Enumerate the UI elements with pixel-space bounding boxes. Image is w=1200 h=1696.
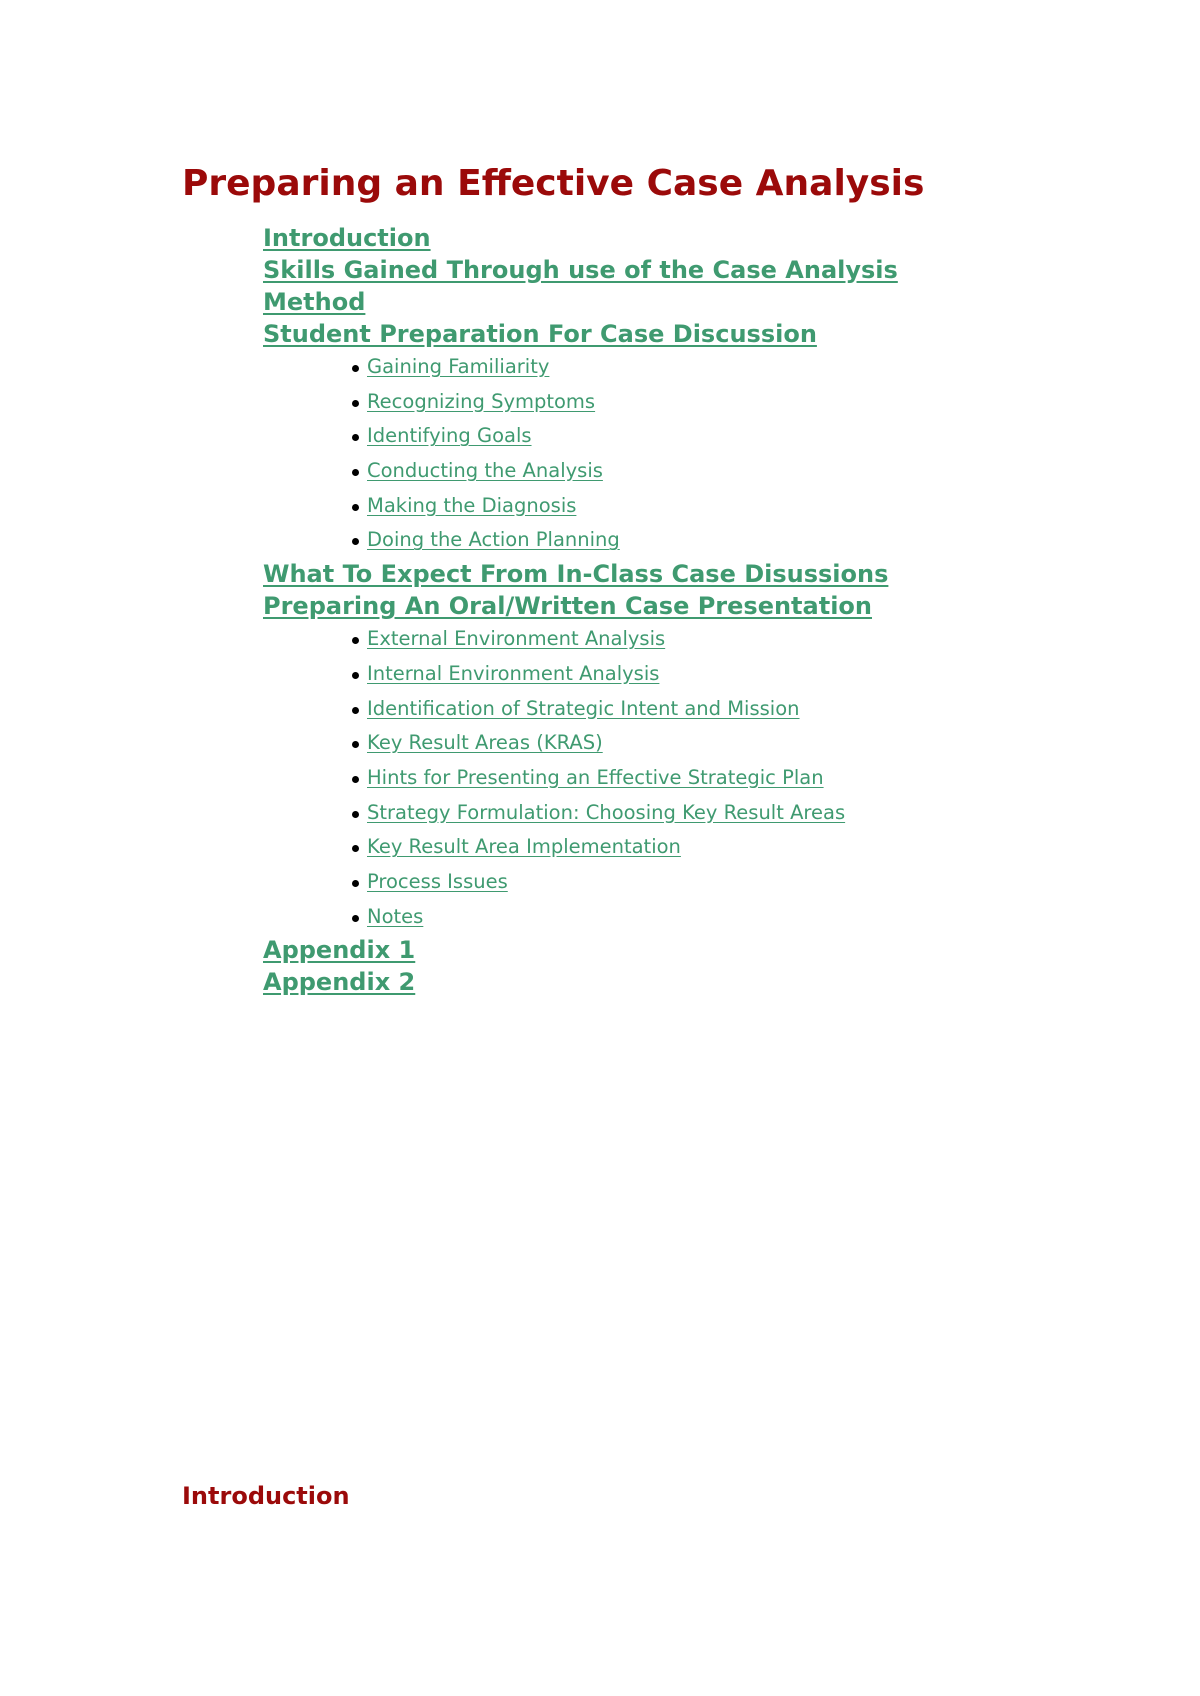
- bullet-icon: [352, 880, 359, 887]
- toc-link-appendix-1[interactable]: Appendix 1: [263, 936, 416, 965]
- toc-sublink-presenting-hints[interactable]: Hints for Presenting an Effective Strategic Plan: [367, 765, 824, 789]
- toc-sublink-external-environment[interactable]: External Environment Analysis: [367, 627, 666, 651]
- toc-sublink-identifying-goals[interactable]: Identifying Goals: [367, 424, 532, 448]
- toc-sublink-kra-implementation[interactable]: Key Result Area Implementation: [367, 835, 681, 859]
- toc-sublink-conducting-analysis[interactable]: Conducting the Analysis: [367, 459, 603, 483]
- bullet-icon: [352, 504, 359, 511]
- toc-subitem: [367, 622, 983, 657]
- bullet-icon: [352, 915, 359, 922]
- toc-subitem: [367, 523, 983, 558]
- toc-entry-appendix-1: [263, 934, 983, 966]
- toc-sublist-student-preparation: [263, 350, 983, 558]
- toc-subitem: [367, 350, 983, 385]
- toc-link-skills[interactable]: Skills Gained Through use of the Case Analysis Method: [263, 256, 898, 316]
- toc-sublist-presentation: [263, 622, 983, 934]
- toc-link-student-preparation[interactable]: Student Preparation For Case Discussion: [263, 320, 817, 348]
- bullet-icon: [352, 469, 359, 476]
- toc-subitem: [367, 489, 983, 524]
- toc-subitem: [367, 454, 983, 489]
- toc-link-appendix-2[interactable]: Appendix 2: [263, 968, 416, 997]
- bullet-icon: [352, 741, 359, 748]
- bullet-icon: [352, 811, 359, 818]
- bullet-icon: [352, 845, 359, 852]
- bullet-icon: [352, 400, 359, 407]
- toc-sublink-gaining-familiarity[interactable]: Gaining Familiarity: [367, 355, 550, 378]
- toc-subitem: [367, 385, 983, 420]
- table-of-contents: [263, 222, 983, 998]
- document-title: Preparing an Effective Case Analysis: [182, 163, 925, 204]
- toc-subitem: [367, 796, 983, 831]
- bullet-icon: [352, 538, 359, 545]
- toc-subitem: [367, 419, 983, 454]
- toc-sublink-internal-environment[interactable]: Internal Environment Analysis: [367, 661, 660, 685]
- toc-subitem: [367, 865, 983, 900]
- toc-sublink-strategic-intent[interactable]: Identification of Strategic Intent and Mission: [367, 696, 800, 720]
- bullet-icon: [352, 672, 359, 679]
- toc-sublink-key-result-areas[interactable]: Key Result Areas (KRAS): [367, 731, 603, 755]
- toc-sublink-recognizing-symptoms[interactable]: Recognizing Symptoms: [367, 389, 596, 413]
- toc-link-what-to-expect[interactable]: What To Expect From In-Class Case Disussions: [263, 560, 889, 589]
- toc-link-presentation[interactable]: Preparing An Oral/Written Case Presentation: [263, 592, 872, 621]
- bullet-icon: [352, 434, 359, 441]
- bullet-icon: [352, 776, 359, 783]
- toc-subitem: [367, 830, 983, 865]
- toc-subitem: [367, 900, 983, 935]
- bullet-icon: [352, 365, 359, 372]
- toc-link-introduction[interactable]: Introduction: [263, 224, 431, 252]
- toc-sublink-notes[interactable]: Notes: [367, 904, 424, 928]
- toc-sublink-process-issues[interactable]: Process Issues: [367, 869, 508, 893]
- toc-sublink-action-planning[interactable]: Doing the Action Planning: [367, 528, 620, 552]
- toc-entry-introduction: [263, 222, 983, 254]
- toc-entry-presentation: [263, 590, 983, 934]
- section-heading-introduction: Introduction: [182, 1482, 350, 1510]
- toc-entry-appendix-2: [263, 966, 983, 998]
- toc-subitem: [367, 726, 983, 761]
- toc-subitem: [367, 657, 983, 692]
- toc-entry-student-preparation: [263, 318, 983, 558]
- toc-entry-skills: [263, 254, 983, 318]
- toc-entry-what-to-expect: [263, 558, 983, 590]
- bullet-icon: [352, 637, 359, 644]
- toc-subitem: [367, 692, 983, 727]
- bullet-icon: [352, 707, 359, 714]
- toc-subitem: [367, 761, 983, 796]
- toc-sublink-strategy-formulation[interactable]: Strategy Formulation: Choosing Key Result Areas: [367, 800, 846, 824]
- toc-sublink-making-diagnosis[interactable]: Making the Diagnosis: [367, 493, 577, 517]
